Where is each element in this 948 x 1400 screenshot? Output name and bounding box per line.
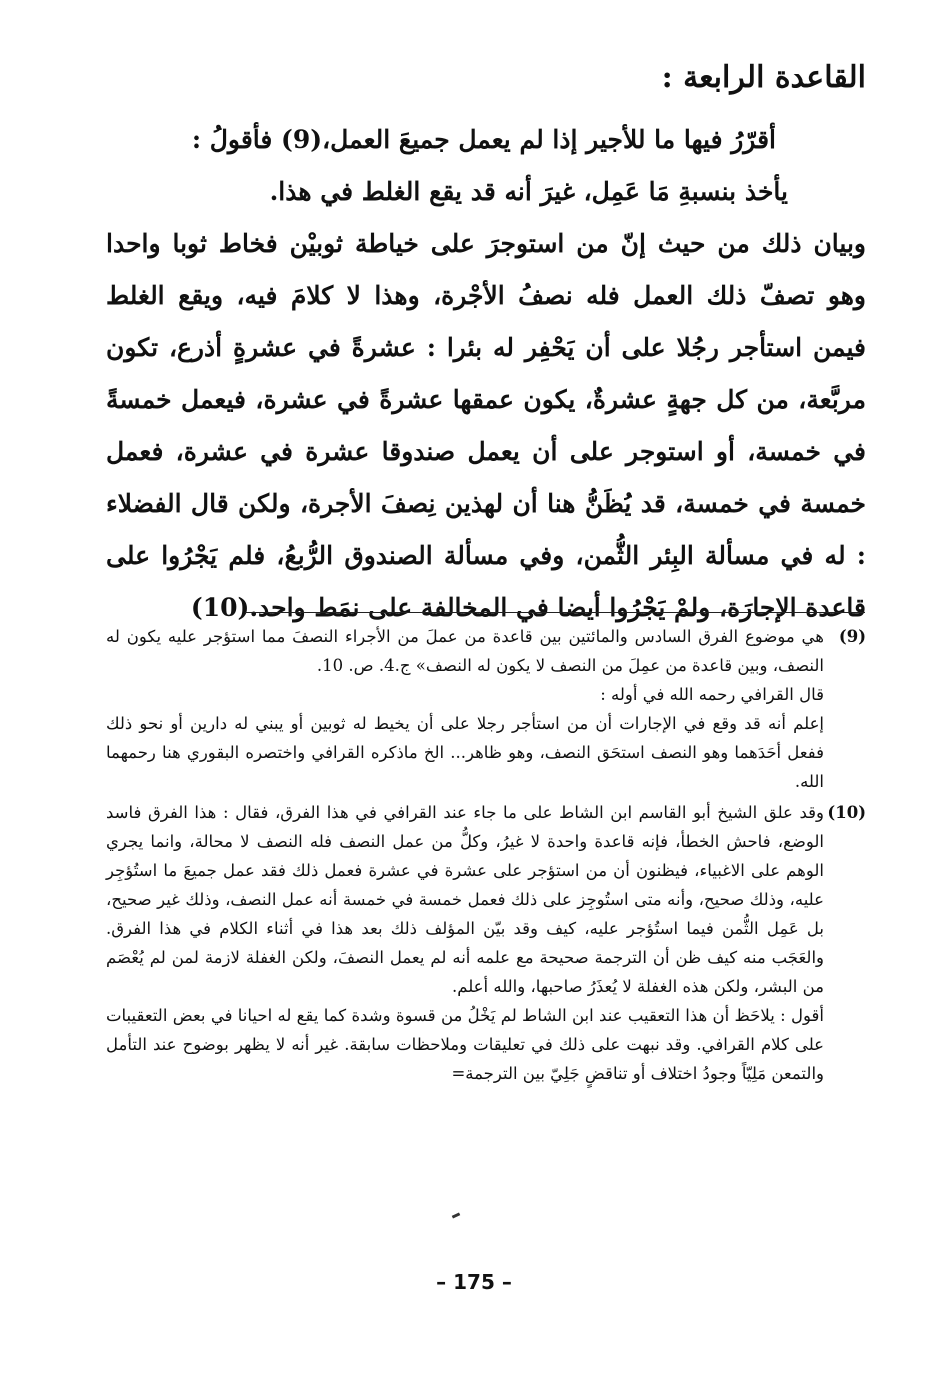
page-number: – 175 –: [436, 1270, 512, 1294]
section-heading: القاعدة الرابعة :: [661, 60, 866, 95]
main-paragraph-3: وبيان ذلك من حيث إنّ من استوجرَ على خياطة ثوبيْن فخاط ثوبا واحدا وهو تصفّ ذلك العمل فله نصفُ الأجْرة، وهذا لا كلامَ فيه، ويقع الغلط فيمن استأجر رجُلا على أن يَحْفِر له بئرا : عشرةً في عشرةٍ أذرع، تكون مربَّعة، من كل جهةٍ عشرةٌ، يكون عمقها عشرةً في عشرة، فيعمل خمسةً في خمسة، أو استوجر على أن يعمل صندوقا عشرة في عشرة، فعمل خمسة في خمسة، قد يُظَنُّ هنا أن لهذين نِصفَ الأجرة، ولكن قال الفضلاء : له في مسألة البِئر الثُّمن، وفي مسألة الصندوق الرُّبعُ، فلم يَجْرُوا على قاعدة الإجارَة، ولمْ يَجْرُوا أيضا في المخالفة على نمَط واحد.(10): [106, 229, 866, 622]
main-paragraph-2: يأخذ بنسبةِ مَا عَمِل، غيرَ أنه قد يقع الغلط في هذا.: [269, 177, 788, 206]
footnote-body: [106, 622, 824, 796]
footnote-paragraph: قال القرافي رحمه الله في أوله :: [600, 685, 824, 704]
footnote-10: [106, 798, 866, 1088]
footnote-marker: (9): [838, 627, 866, 646]
stray-mark: [452, 1212, 461, 1218]
main-paragraph-1: أقرّرُ فيها ما للأجير إذا لم يعمل جميعَ العمل،(9) فأقولُ :: [191, 125, 776, 154]
main-text: [106, 114, 866, 634]
footnote-paragraph: إعلم أنه قد وقع في الإجارات أن من استأجر رجلا على أن يخيط له ثوبين أو يبني له دارين أو نحو ذلك ففعل أحَدَهما وهو النصف استحَق النصف، وهو ظاهر... الخ ماذكره القرافي واختصره البقوري هنا رحمهما الله.: [106, 714, 824, 791]
footnote-marker: (10): [827, 803, 866, 822]
footnote-separator: [245, 612, 865, 613]
footnote-body: [106, 798, 824, 1088]
footnote-paragraph: وقد علق الشيخ أبو القاسم ابن الشاط على ما جاء عند القرافي في هذا الفرق، فقال : هذا الفرق فاسد الوضع، فاحش الخطأ، فإنه قاعدة واحدة لا غيرُ، وكلُّ من عمل النصف فله النصف لا محالة، وانما يجري الوهم على الاغبياء، فيظنون أن من استؤجر على عشرة في عشرة فعمل ذلك فقد عمل جميعَ ما استُؤجِر عليه، وذلك صحيح، وأنه متى استُوجِز على ذلك فعمل خمسة في خمسة أنه عمل النصف، وذلك غير صحيح، بل عَمِل الثُّمن فيما استُؤجر عليه، كيف وقد بيّن المؤلف ذلك بعد هذا في أثناء الكلام في هذا الفرق. والعَجَب منه كيف ظن أن الترجمة صحيحة مع علمه أنه لم يعمل النصفَ، ولكن الغفلة لازمة لمن لم يُعْصَم من البشر، ولكن هذه الغفلة لا يُعذَرُ صاحبها، والله أعلم.: [106, 803, 824, 996]
footnote-paragraph: أقول : يلاحَظ أن هذا التعقيب عند ابن الشاط لم يَخْلُ من قسوة وشدة كما يقع له احيانا في بعض التعقيبات على كلام القرافي. وقد نبهت على ذلك في تعليقات وملاحظات سابقة. غير أنه لا يظهر بوضوح عند التأمل والتمعن مَلِيّاً وجودُ اختلاف أو تناقضٍ جَلِيّ بين الترجمة=: [106, 1006, 824, 1083]
footnote-9: [106, 622, 866, 796]
footnotes: [106, 622, 866, 1088]
footnote-paragraph: هي موضوع الفرق السادس والمائتين بين قاعدة من عملَ من الأجراء النصفَ مما استؤجر عليه يكون له النصف، وبين قاعدة من عمِلَ من النصف لا يكون له النصف» ج.4. ص. 10.: [106, 627, 824, 675]
